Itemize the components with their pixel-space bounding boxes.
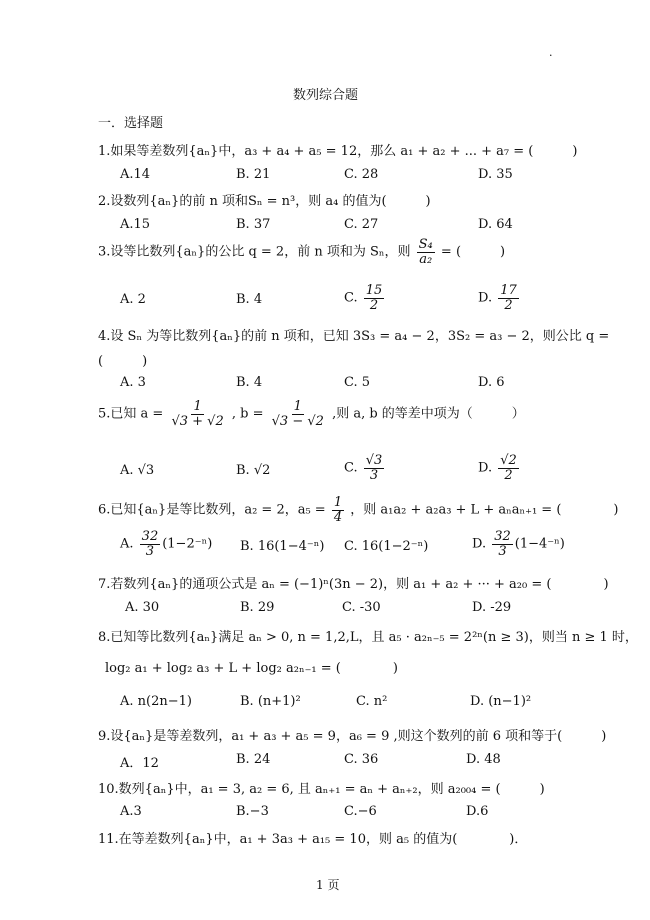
question-8-stem: 8.已知等比数列{aₙ}满足 aₙ > 0, n = 1,2,L，且 a₅ · a₂ₙ₋₅ = 2²ⁿ(n ≥ 3)，则当 n ≥ 1 时， [98,630,638,645]
q6-option-d-label: D. [472,536,487,552]
q4-option-a: A. 3 [120,375,146,390]
q5-option-d [478,454,521,482]
q8-option-d: D. (n−1)² [470,694,532,709]
question-4-stem-line2: ( ) [98,354,148,369]
q6-option-b: B. 16(1−4⁻ⁿ) [240,539,325,554]
page-title: 数列综合题 [293,88,359,103]
q5-option-d-frac [498,454,519,482]
q2-option-b: B. 37 [236,217,271,232]
page-footer: 1 页 [316,878,340,892]
q3-fraction [417,238,435,266]
q3-stem-suffix: = ( ) [440,244,506,260]
q10-option-d: D.6 [466,804,489,819]
q3-frac-num: S₄ [418,237,433,252]
q5-option-d-label: D. [478,460,493,476]
q5-option-c-den: 3 [369,467,379,483]
q5-b-fraction [270,400,326,428]
q3-option-c-den: 2 [369,297,379,313]
q6-option-d [472,530,565,558]
q5-option-d-num: √2 [500,453,517,468]
q8-option-c: C. n² [356,694,388,709]
question-11-stem: 11.在等差数列{aₙ}中，a₁ + 3a₃ + a₁₅ = 10，则 a₅ 的值为( )． [98,832,528,847]
q6-option-d-tail: (1−4⁻ⁿ) [514,536,565,552]
q7-option-b: B. 29 [240,600,275,615]
q3-option-d [478,284,521,312]
q8-option-a: A. n(2n−1) [120,694,192,709]
q6-frac-num: 1 [333,495,343,510]
q7-option-c: C. -30 [342,600,381,615]
q3-frac-den: a₂ [419,251,433,267]
q2-option-d: D. 64 [478,217,513,232]
q5-option-c-frac [364,454,385,482]
q5-option-a: A. √3 [120,463,155,478]
q5-option-c-num: √3 [365,453,383,468]
q6-frac-den: 4 [333,509,343,525]
q6-suffix: ，则 a₁a₂ + a₂a₃ + L + aₙaₙ₊₁ = ( ) [350,502,619,518]
q5-option-d-den: 2 [504,467,513,483]
q10-option-b: B.−3 [236,804,269,819]
q6-option-d-frac [492,530,513,558]
q5-suffix: ,则 a, b 的等差中项为（ ） [332,406,525,422]
q6-option-a-num: 32 [141,529,159,544]
q8-option-b: B. (n+1)² [240,694,301,709]
q1-option-a: A.14 [120,167,151,182]
q3-option-c [344,284,386,312]
q4-option-c: C. 5 [344,375,371,390]
question-8-stem-line2: log₂ a₁ + log₂ a₃ + L + log₂ a₂ₙ₋₁ = ( ) [105,661,398,676]
q7-option-a: A. 30 [125,600,160,615]
q3-option-d-den: 2 [504,297,513,313]
q9-option-d: D. 48 [466,752,501,767]
q3-option-d-label: D. [478,290,493,306]
section-heading: 一．选择题 [98,116,164,131]
q3-option-a: A. 2 [120,292,146,307]
q5-a-den: √3 + √2 [171,413,224,429]
question-9-stem: 9.设{aₙ}是等差数列，a₁ + a₃ + a₅ = 9，a₆ = 9 ,则这个数列的前 6 项和等于( ) [98,729,607,744]
q2-option-a: A.15 [120,217,151,232]
q5-prefix: 5.已知 a = [98,406,164,422]
question-5-stem [98,400,525,428]
q5-mid: , b = [231,406,264,422]
q1-option-d: D. 35 [478,167,513,182]
q3-stem-prefix: 3.设等比数列{aₙ}的公比 q = 2，前 n 项和为 Sₙ，则 [98,244,411,260]
q5-b-den: √3 − √2 [271,413,324,429]
q4-option-d: D. 6 [478,375,505,390]
q6-option-a-tail: (1−2⁻ⁿ) [162,536,213,552]
q2-option-c: C. 27 [344,217,379,232]
q4-option-b: B. 4 [236,375,263,390]
q6-option-d-num: 32 [494,529,511,544]
question-7-stem: 7.若数列{aₙ}的通项公式是 aₙ = (−1)ⁿ(3n − 2)，则 a₁ + a₂ + ··· + a₂₀ = ( ) [98,577,609,592]
q3-option-c-num: 15 [365,283,383,298]
q5-option-c [344,454,386,482]
corner-mark: . [549,46,553,59]
q3-option-c-frac [364,284,385,312]
q6-fraction [332,496,344,524]
q6-option-d-den: 3 [498,543,507,559]
q9-option-b: B. 24 [236,752,271,767]
q6-option-a-den: 3 [145,543,155,559]
q1-option-b: B. 21 [236,167,271,182]
q3-option-d-num: 17 [500,283,517,298]
q6-option-a-label: A. [120,536,134,552]
q6-option-a [120,530,212,558]
question-3-stem [98,238,505,266]
q1-option-c: C. 28 [344,167,379,182]
q5-a-fraction [169,400,225,428]
q10-option-c: C.−6 [344,804,377,819]
q9-option-c: C. 36 [344,752,379,767]
q5-b-num: 1 [293,399,302,414]
q7-option-d: D. -29 [472,600,512,615]
q3-option-b: B. 4 [236,292,263,307]
question-10-stem: 10.数列{aₙ}中，a₁ = 3, a₂ = 6, 且 aₙ₊₁ = aₙ + aₙ₊₂，则 a₂₀₀₄ = ( ) [98,782,545,797]
q5-a-num: 1 [193,399,202,414]
question-6-stem [98,496,618,524]
question-4-stem: 4.设 Sₙ 为等比数列{aₙ}的前 n 项和，已知 3S₃ = a₄ − 2，3S₂ = a₃ − 2，则公比 q = [98,329,610,344]
q9-option-a: A．12 [120,756,159,771]
q6-option-c: C. 16(1−2⁻ⁿ) [344,539,429,554]
question-1-stem: 1.如果等差数列{aₙ}中，a₃ + a₄ + a₅ = 12，那么 a₁ + a₂ + ... + a₇ = ( ) [98,144,578,159]
q3-option-c-label: C. [344,290,358,306]
question-2-stem: 2.设数列{aₙ}的前 n 项和Sₙ = n³，则 a₄ 的值为( ) [98,194,431,209]
q6-option-a-frac [140,530,161,558]
q5-option-c-label: C. [344,460,358,476]
q5-option-b: B. √2 [236,463,271,478]
q10-option-a: A.3 [120,804,142,819]
q6-prefix: 6.已知{aₙ}是等比数列，a₂ = 2，a₅ = [98,502,326,518]
q3-option-d-frac [498,284,519,312]
